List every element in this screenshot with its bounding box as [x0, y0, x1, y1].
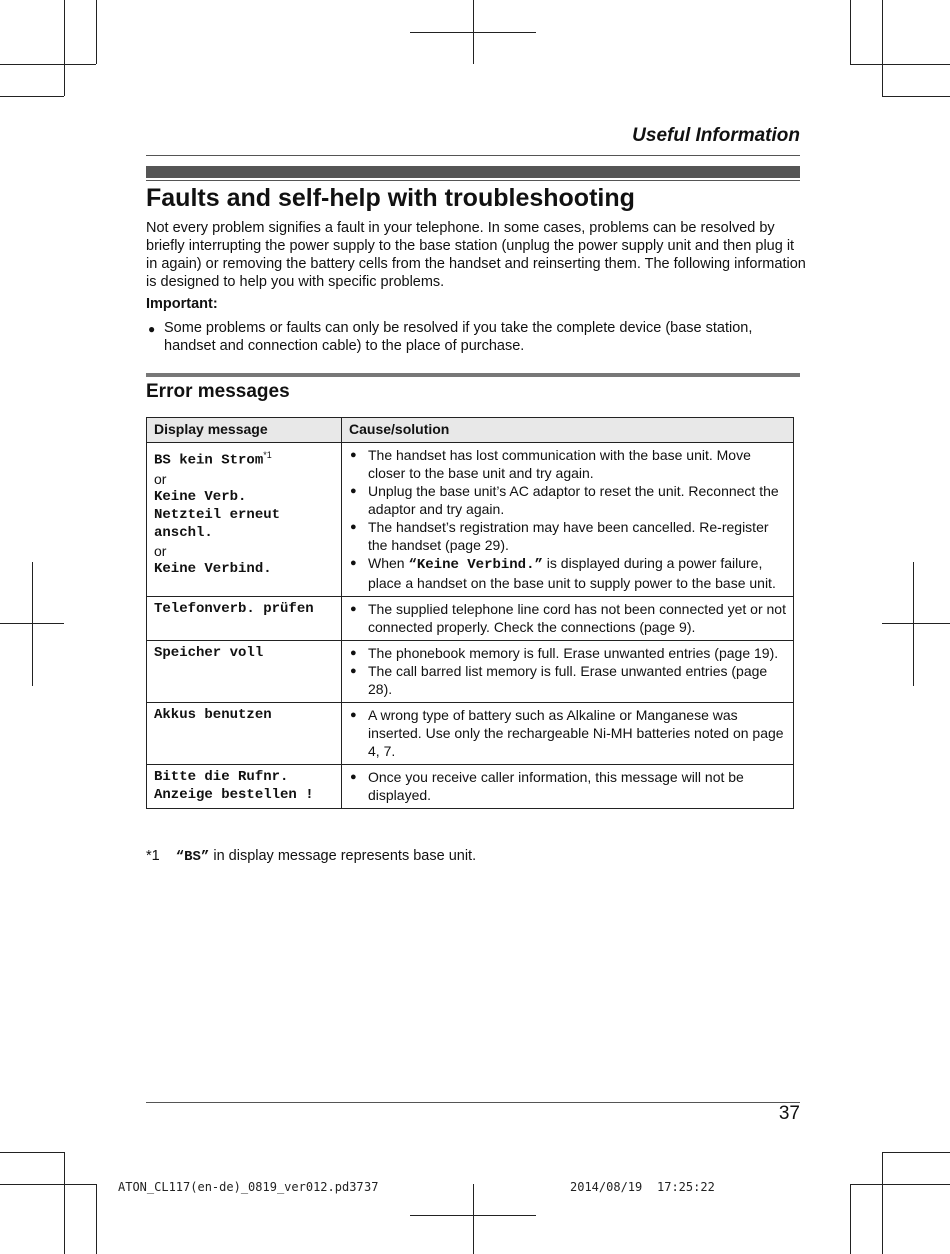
slug-date: 2014/08/19: [570, 1180, 643, 1194]
cause-item: ● The call barred list memory is full. Erase unwanted entries (page 28).: [349, 662, 786, 698]
footnote-mark: *1: [146, 848, 160, 864]
or-text: or: [154, 542, 167, 559]
cause-solution-cell: [342, 443, 794, 597]
section-title: Error messages: [146, 381, 290, 402]
important-label: Important:: [146, 296, 218, 312]
footnote-ref: *1: [263, 450, 272, 460]
or-text: or: [154, 470, 167, 487]
intro-paragraph: Not every problem signifies a fault in your telephone. In some cases, problems can be resolved by briefly interrupting the power supply to the base station (unplug the power supply unit and then plug it in again) or removing the battery cells from the handset and reinserting them. The following information is designed to help you with specific problems.: [146, 220, 806, 290]
display-code: Speicher voll: [154, 645, 264, 661]
page-title: Faults and self-help with troubleshooting: [146, 184, 635, 212]
display-code: Keine Verb.: [154, 488, 247, 505]
cause-item: ● Unplug the base unit’s AC adaptor to reset the unit. Reconnect the adaptor and try again.: [349, 482, 786, 518]
cause-text: When: [368, 555, 409, 571]
display-code: Anzeige bestellen !: [154, 787, 314, 803]
slug-filename: ATON_CL117(en-de)_0819_ver012.pd37: [118, 1180, 364, 1194]
cause-item: ● A wrong type of battery such as Alkaline or Manganese was inserted. Use only the rechargeable Ni-MH batteries noted on page 4, 7.: [349, 706, 786, 760]
cause-item: [349, 554, 786, 592]
cause-list: [349, 446, 786, 592]
cause-list: [349, 706, 786, 760]
display-code: Akkus benutzen: [154, 707, 272, 723]
display-code: “Keine Verbind.”: [408, 557, 543, 573]
section-rule: [146, 373, 800, 377]
display-code: Keine Verbind.: [154, 560, 272, 577]
error-messages-table: [146, 417, 794, 809]
cause-list: [349, 768, 786, 804]
header-display-message: Display message: [147, 418, 342, 443]
cause-list: [349, 600, 786, 636]
table-row: [147, 703, 794, 765]
display-code: Bitte die Rufnr.: [154, 769, 289, 785]
title-bar: [146, 166, 800, 178]
footer-rule: [146, 1102, 800, 1103]
page-number: 37: [778, 1103, 800, 1124]
header-cause-solution: Cause/solution: [342, 418, 794, 443]
display-message-cell: [147, 765, 342, 809]
title-rule: [146, 180, 800, 181]
cause-list: [349, 644, 786, 698]
cause-item: ● The handset’s registration may have been cancelled. Re-register the handset (page 29).: [349, 518, 786, 554]
display-code: anschl.: [154, 524, 213, 541]
display-message-cell: [147, 641, 342, 703]
display-message-cell: [147, 443, 342, 597]
display-code: Telefonverb. prüfen: [154, 601, 314, 617]
footnote-text: in display message represents base unit.: [209, 848, 477, 864]
cause-item: ● The handset has lost communication with the base unit. Move closer to the base unit and try again.: [349, 446, 786, 482]
bullet-icon: ●: [148, 322, 156, 336]
cause-solution-cell: [342, 641, 794, 703]
display-code: Netzteil erneut: [154, 506, 281, 523]
display-message-cell: [147, 703, 342, 765]
footnote-code: “BS”: [175, 849, 210, 865]
table-row: [147, 641, 794, 703]
table-row: [147, 765, 794, 809]
cause-text: is displayed during a power failure, place a handset on the base unit to supply power to the base unit.: [368, 555, 776, 591]
display-line: [154, 446, 334, 470]
important-bullet-text: Some problems or faults can only be resolved if you take the complete device (base station, handset and connection cable) to the place of purchase.: [164, 320, 753, 354]
header-rule: [146, 155, 800, 156]
cause-solution-cell: [342, 765, 794, 809]
slug-time: 17:25:22: [657, 1180, 715, 1194]
cause-solution-cell: [342, 703, 794, 765]
table-row: [147, 443, 794, 597]
table-row: [147, 597, 794, 641]
cause-item: ● The supplied telephone line cord has not been connected yet or not connected properly. Check the connections (page 9).: [349, 600, 786, 636]
cause-item: ● Once you receive caller information, this message will not be displayed.: [349, 768, 786, 804]
section-header-title: Useful Information: [632, 125, 800, 146]
footnote: [146, 848, 476, 865]
important-bullet: [146, 319, 806, 355]
cause-item: ● The phonebook memory is full. Erase unwanted entries (page 19).: [349, 644, 786, 662]
cause-solution-cell: [342, 597, 794, 641]
display-code: BS kein Strom: [154, 452, 264, 469]
table-header-row: [147, 418, 794, 443]
display-message-cell: [147, 597, 342, 641]
slug-page: 37: [364, 1180, 379, 1194]
